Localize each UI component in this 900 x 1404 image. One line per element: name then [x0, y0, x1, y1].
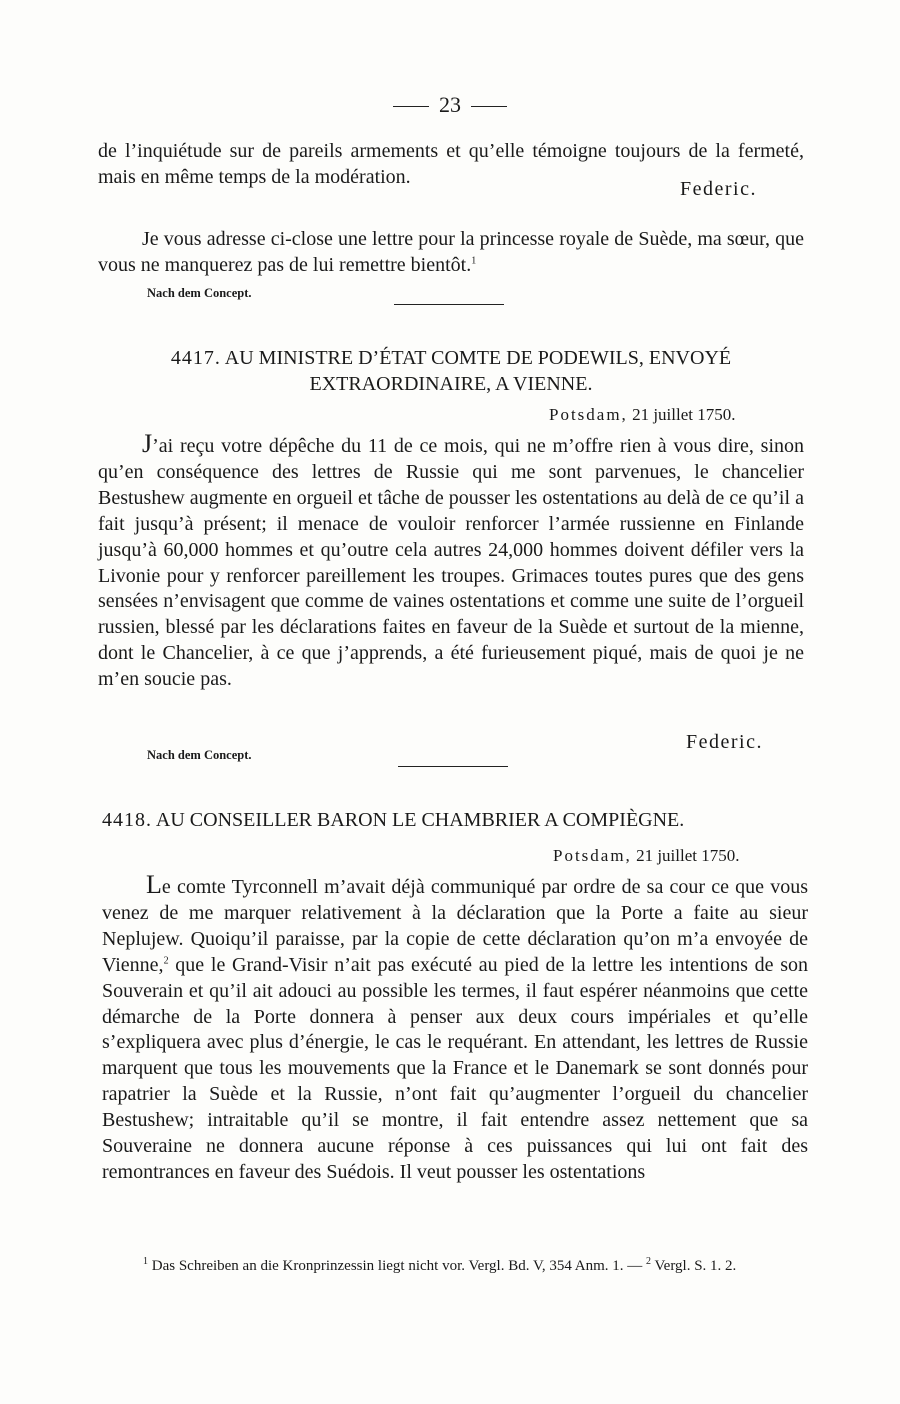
section-divider: [394, 304, 504, 305]
source-note: Nach dem Concept.: [147, 748, 252, 762]
postscript-paragraph: Je vous adresse ci-close une lettre pour la princesse royale de Suède, ma sœur, que vous ne manquerez pas de lui remettre bientôt.$^1$: [98, 228, 804, 276]
letter-body: Le comte Tyrconnell m’avait déjà communiqué par ordre de sa cour ce que vous venez de me marquer relativement à la déclaration que la Porte a faite au sieur Neplujew. Quoiqu’il paraisse, par la copie de cette déclaration qu’on m’a envoyée de Vienne,$^2$ que le Grand-Visir n’ait pas exécuté au pied de la lettre les intentions de son Souverain et qu’il ait adouci au possible les termes, il faut espérer néanmoins que cette démarche de la Porte donnera à penser aux deux cours impériales et qu’elle s’expliquera avec plus d’énergie, le cas le requérant. En attendant, les lettres de Russie marquent que tous les mouvements que la France et le Danemark se sont donnés pour rapatrier la Suède et la Russie, n’ont fait qu’augmenter l’orgueil du chancelier Bestushew; intraitable qu’il se montre, il fait entendre assez nettement que sa Souveraine ne donnera aucune réponse à ces puissances qui lui ont fait des remontrances en faveur des Suédois. Il veut pousser les ostentations: [102, 870, 808, 1183]
page-number: 23: [0, 92, 900, 118]
signature: Federic.: [686, 731, 763, 753]
dateline: Potsdam, 21 juillet 1750.: [553, 846, 740, 865]
signature: Federic.: [680, 178, 757, 200]
dateline: Potsdam, 21 juillet 1750.: [549, 405, 736, 424]
letter-body: J’ai reçu votre dépêche du 11 de ce mois, qui ne m’offre rien à vous dire, sinon qu’en conséquence des lettres de Russie qui me sont parvenues, le chancelier Bestushew augmente en orgueil et tâche de pousser les ostentations au delà de ce qu’il a fait jusqu’à présent; il menace de vouloir renforcer l’armée russienne en Finlande jusqu’à 60,000 hommes et qu’outre cela autres 24,000 hommes doivent défiler vers la Livonie pour y renforcer pareillement les troupes. Grimaces toutes pures que des gens sensées n’envisagent que comme de vaines ostentations et comme une suite de l’orgueil russien, blessé par les déclarations faites en faveur de la Suède et surtout de la mienne, dont le Chancelier, à ce que j’apprends, a été furieusement piqué, mais de quoi je ne m’en soucie pas.: [98, 429, 804, 691]
continuation-paragraph: de l’inquiétude sur de pareils armements et qu’elle témoigne toujours de la fermeté, mais en même temps de la modération.: [98, 140, 804, 188]
letter-heading: 4418. AU CONSEILLER BARON LE CHAMBRIER A COMPIÈGNE.: [102, 809, 685, 831]
footnote-ref: 2: [163, 955, 169, 967]
footnotes: $^1$ Das Schreiben an die Kronprinzessin liegt nicht vor. Vergl. Bd. V, 354 Anm. 1. — $^2$ Vergl. S. 1. 2.: [143, 1256, 737, 1274]
section-divider: [398, 766, 508, 767]
letter-heading: 4417. AU MINISTRE D’ÉTAT COMTE DE PODEWILS, ENVOYÉ EXTRAORDINAIRE, A VIENNE.: [170, 347, 732, 395]
source-note: Nach dem Concept.: [147, 286, 252, 300]
footnote-ref: 1: [471, 255, 477, 267]
